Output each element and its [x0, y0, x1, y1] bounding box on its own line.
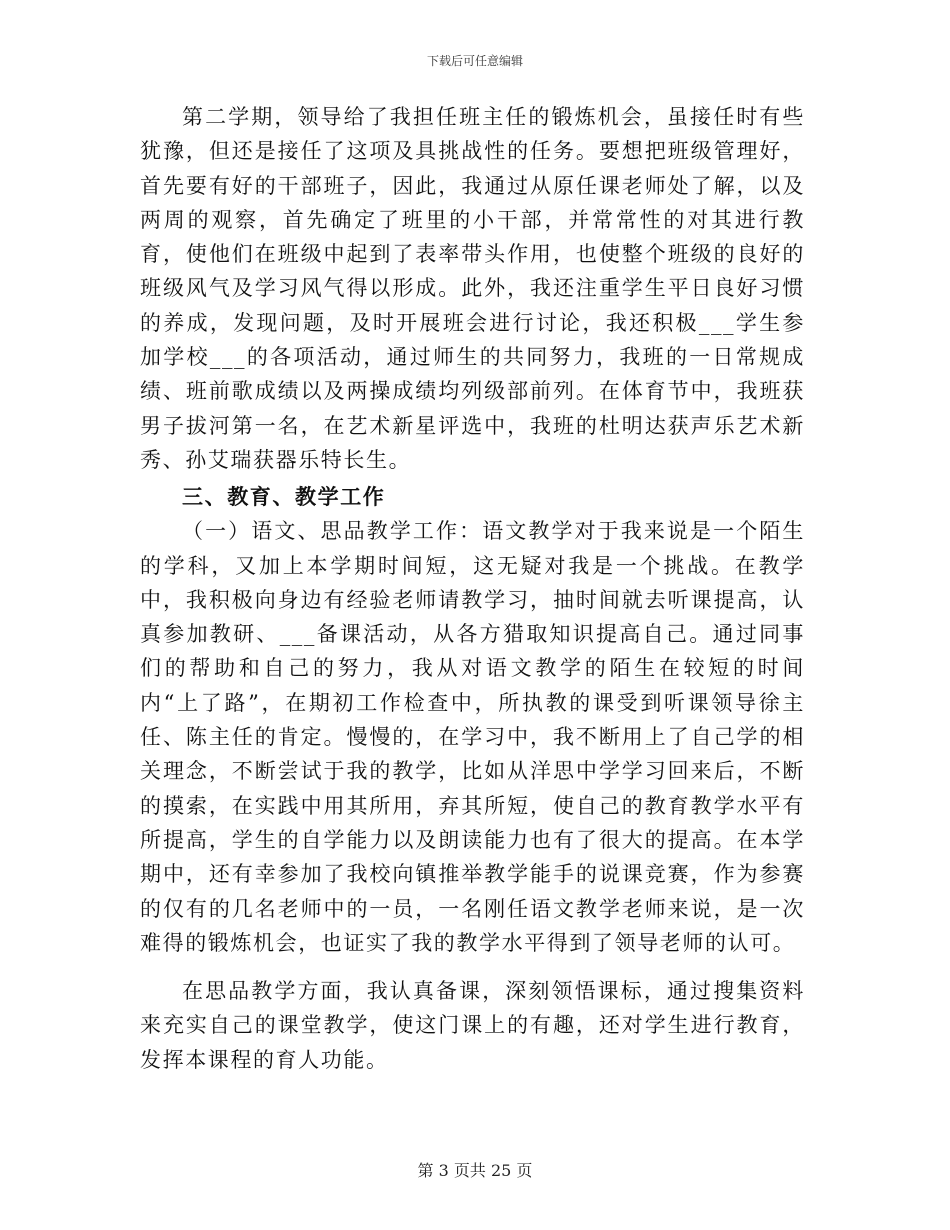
document-body: [140, 100, 805, 1077]
paragraph-class-management: 第二学期，领导给了我担任班主任的锻炼机会，虽接任时有些犹豫，但还是接任了这项及具挑战性的任务。要想把班级管理好，首先要有好的干部班子，因此，我通过从原任课老师处了解，以及两周的观察，首先确定了班里的小干部，并常常性的对其进行教育，使他们在班级中起到了表率带头作用，也使整个班级的良好的班级风气及学习风气得以形成。此外，我还注重学生平日良好习惯的养成，发现问题，及时开展班会进行讨论，我还积极___学生参加学校___的各项活动，通过师生的共同努力，我班的一日常规成绩、班前歌成绩以及两操成绩均列级部前列。在体育节中，我班获男子拔河第一名，在艺术新星评选中，我班的杜明达获声乐艺术新秀、孙艾瑞获器乐特长生。: [140, 105, 805, 472]
paragraph-moral-education: 在思品教学方面，我认真备课，深刻领悟课标，通过搜集资料来充实自己的课堂教学，使这门课上的有趣，还对学生进行教育，发挥本课程的育人功能。: [140, 979, 805, 1072]
page-number-footer: 第 3 页共 25 页: [417, 1161, 533, 1180]
section-heading-teaching-work: 三、教育、教学工作: [182, 484, 386, 510]
paragraph-chinese-teaching: （一）语文、思品教学工作：语文教学对于我来说是一个陌生的学科，又加上本学期时间短，这无疑对我是一个挑战。在教学中，我积极向身边有经验老师请教学习，抽时间就去听课提高，认真参加教研、___备课活动，从各方猎取知识提高自己。通过同事们的帮助和自己的努力，我从对语文教学的陌生在较短的时间内“上了路”，在期初工作检查中，所执教的课受到听课领导徐主任、陈主任的肯定。慢慢的，在学习中，我不断用上了自己学的相关理念，不断尝试于我的教学，比如从洋思中学学习回来后，不断的摸索，在实践中用其所用，弃其所短，使自己的教育教学水平有所提高，学生的自学能力以及朗读能力也有了很大的提高。在本学期中，还有幸参加了我校向镇推举教学能手的说课竞赛，作为参赛的仅有的几名老师中的一员，一名刚任语文教学老师来说，是一次难得的锻炼机会，也证实了我的教学水平得到了领导老师的认可。: [140, 519, 805, 955]
page-header-note: 下载后可任意编辑: [426, 54, 523, 68]
